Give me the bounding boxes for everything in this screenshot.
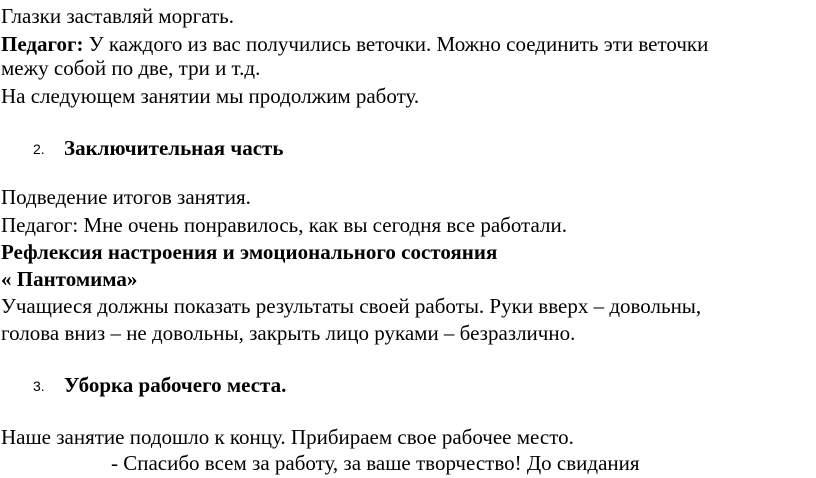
paragraph-line-1: Глазки заставляй моргать. <box>1 4 234 28</box>
paragraph-line-11: голова вниз – не довольны, закрыть лицо руками – безразлично. <box>1 321 576 345</box>
paragraph-line-2 <box>1 32 708 56</box>
paragraph-line-10: Учащиеся должны показать результаты своей работы. Руки вверх – довольны, <box>1 294 702 318</box>
paragraph-line-4: На следующем занятии мы продолжим работу. <box>1 84 420 108</box>
teacher-speech: У каждого из вас получились веточки. Можно соединить эти веточки <box>83 32 709 56</box>
closing-line: - Спасибо всем за работу, за ваше творчество! До свидания <box>111 451 640 475</box>
paragraph-line-6: Подведение итогов занятия. <box>1 185 251 209</box>
reflection-heading: Рефлексия настроения и эмоционального состояния <box>1 240 498 264</box>
teacher-label: Педагог: <box>1 32 84 56</box>
section-3-number: 3. <box>33 378 45 394</box>
pantomime-heading: « Пантомима» <box>1 267 138 291</box>
paragraph-line-13: Наше занятие подошло к концу. Прибираем свое рабочее место. <box>1 425 574 449</box>
section-2-number: 2. <box>33 141 45 157</box>
section-2-heading: Заключительная часть <box>64 136 284 160</box>
paragraph-line-7: Педагог: Мне очень понравилось, как вы сегодня все работали. <box>1 213 567 237</box>
section-3-heading: Уборка рабочего места. <box>64 373 287 397</box>
paragraph-line-3: межу собой по две, три и т.д. <box>1 56 261 80</box>
